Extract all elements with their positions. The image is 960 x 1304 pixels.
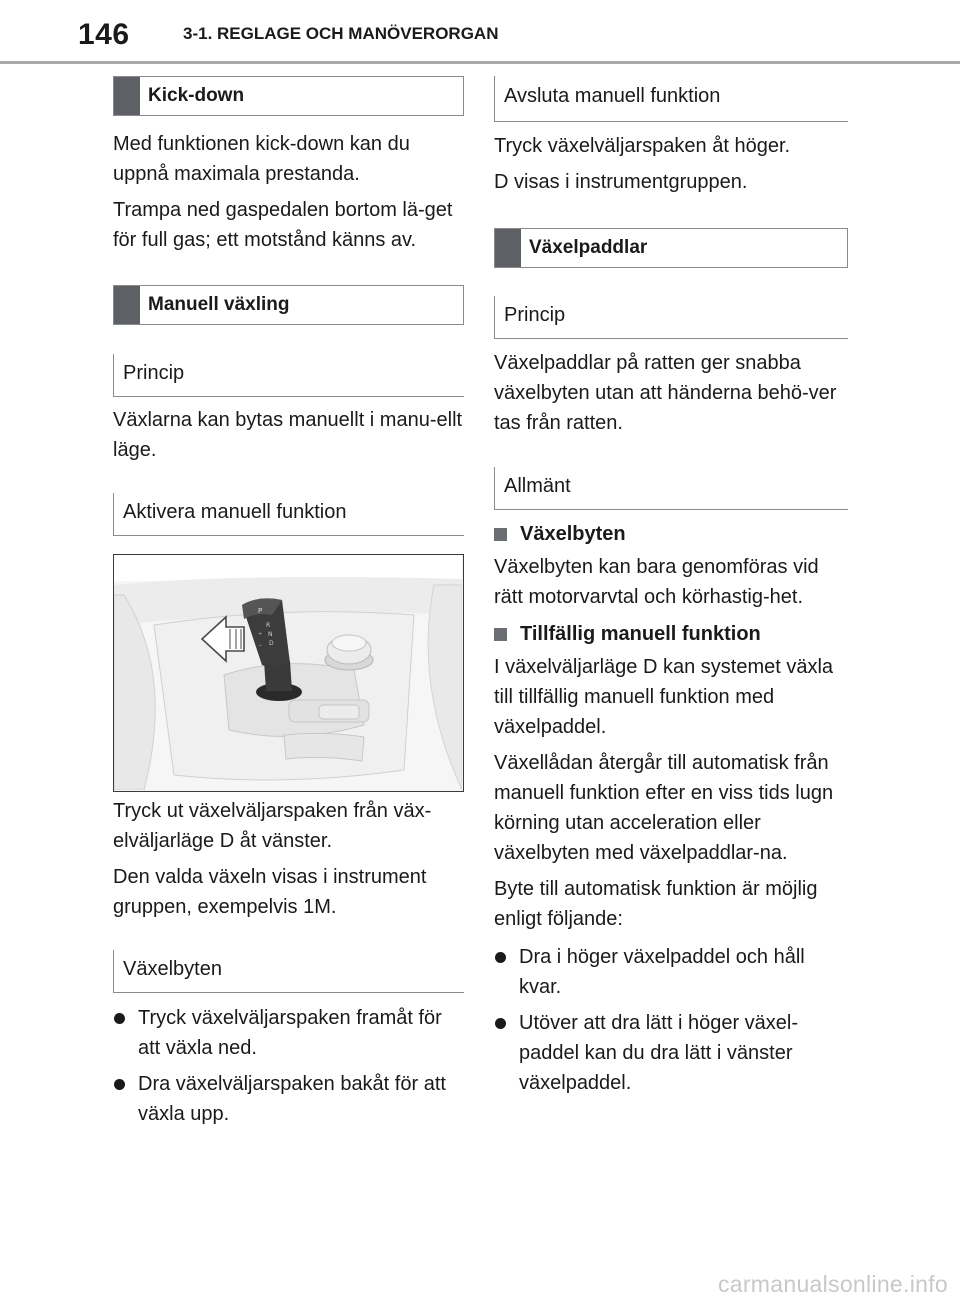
svg-text:N: N [268,631,273,638]
subsection-label: Tillfällig manuell funktion [520,623,761,645]
paddles-principle-paragraph: Växelpaddlar på ratten ger snabba växelbyten utan att händerna behö-ver tas från ratten. [494,352,837,434]
subsection-shifting [494,520,848,548]
page-number: 146 [78,18,130,51]
subheading-general: Allmänt [494,467,848,510]
list-item [494,1008,848,1098]
shifting-paragraph: Växelbyten kan bara genomföras vid rätt motorvarvtal och körhastig-het. [494,556,819,608]
header-divider [0,61,960,64]
bullet-icon [114,1079,125,1090]
figure-paragraph-2: Den valda växeln visas i instrument gruppen, exempelvis 1M. [113,866,427,918]
temporary-paragraph-1: I växelväljarläge D kan systemet växla till tillfällig manuell funktion med växelpaddel. [494,656,834,738]
section-heading-kickdown [113,76,464,116]
subsection-temporary-manual [494,620,848,648]
bullet-icon [495,1018,506,1029]
page-header [0,0,960,64]
svg-text:P: P [258,607,263,615]
section-heading-paddles [494,228,848,268]
list-item [494,942,848,1002]
heading-bar [114,286,140,324]
svg-text:R: R [266,622,271,629]
gear-selector-illustration [113,554,464,792]
subheading-principle: Princip [113,354,464,397]
square-bullet-icon [494,528,507,541]
list-item-text: Dra i höger växelpaddel och håll kvar. [519,946,805,998]
chapter-title: 3-1. REGLAGE OCH MANÖVERORGAN [183,24,499,43]
bullet-icon [495,952,506,963]
figure-paragraph-1: Tryck ut växelväljarspaken från väx-elväljarläge D åt vänster. [113,800,432,852]
left-column [113,76,464,1129]
list-item-text: Dra växelväljarspaken bakåt för att växla upp. [138,1073,446,1125]
watermark: carmanualsonline.info [717,1271,948,1297]
section-heading-label: Manuell växling [148,294,290,315]
heading-bar [114,77,140,115]
svg-text:−: − [258,643,263,649]
list-item-text: Tryck växelväljarspaken framåt för att växla ned. [138,1007,442,1059]
list-item [113,1069,464,1129]
heading-bar [495,229,521,267]
subheading-principle: Princip [494,296,848,339]
svg-text:+: + [258,631,263,637]
principle-paragraph: Växlarna kan bytas manuellt i manu-ellt läge. [113,409,463,461]
subheading-activate-manual: Aktivera manuell funktion [113,493,464,536]
temporary-paragraph-3: Byte till automatisk funktion är möjlig enligt följande: [494,878,818,930]
end-paragraph-1: Tryck växelväljarspaken åt höger. [494,135,791,157]
section-heading-manual-shifting [113,285,464,325]
list-item-text: Utöver att dra lätt i höger växel-paddel kan du dra lätt i vänster växelpaddel. [519,1012,799,1094]
section-heading-label: Växelpaddlar [529,237,648,258]
subheading-end-manual: Avsluta manuell funktion [494,76,848,122]
square-bullet-icon [494,628,507,641]
right-column [494,76,848,1098]
section-heading-label: Kick-down [148,85,245,106]
bullet-icon [114,1013,125,1024]
kickdown-paragraph-1: Med funktionen kick-down kan du uppnå maximala prestanda. [113,133,410,185]
subsection-label: Växelbyten [520,523,626,545]
subheading-shifting: Växelbyten [113,950,464,993]
list-item [113,1003,464,1063]
temporary-paragraph-2: Växellådan återgår till automatisk från manuell funktion efter en viss tids lugn körning utan acceleration eller växelbyten med växelpaddlar-na. [494,752,834,864]
end-paragraph-2: D visas i instrumentgruppen. [494,171,748,193]
svg-text:D: D [269,640,274,647]
kickdown-paragraph-2: Trampa ned gaspedalen bortom lä-get för full gas; ett motstånd känns av. [113,199,453,251]
